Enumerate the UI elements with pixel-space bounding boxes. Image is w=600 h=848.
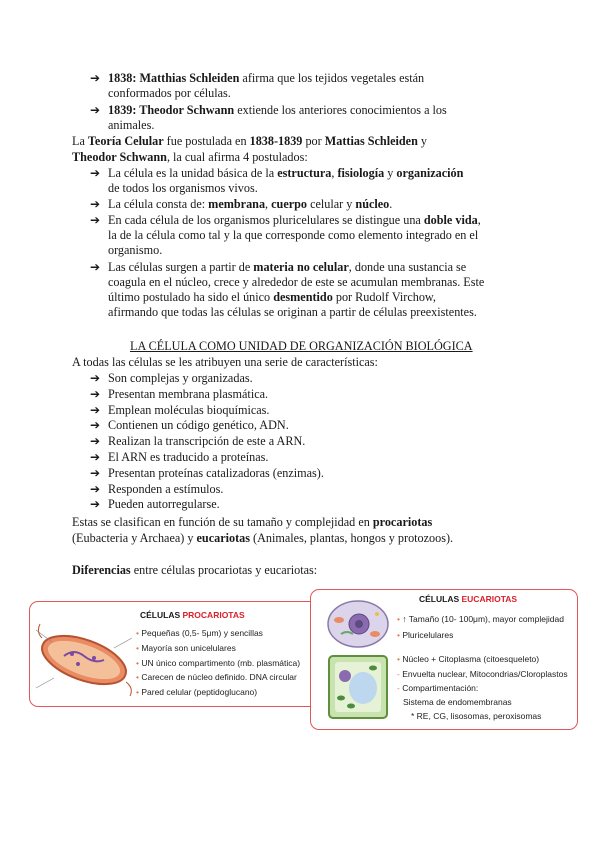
arrow-bullet-icon: ➔ bbox=[90, 497, 101, 512]
bullet-dot-icon: - bbox=[397, 669, 403, 679]
arrow-bullet-icon: ➔ bbox=[90, 450, 101, 464]
postulate-4-cont: coagula en el núcleo, crece y alrededor de este se acumulan membranas. Este bbox=[108, 275, 485, 289]
eukaryote-card-title: CÉLULAS EUCARIOTAS bbox=[419, 594, 518, 604]
bullet-dot-icon: - bbox=[397, 683, 403, 693]
postulate-3-cont: la de la célula como tal y la que corresponde como elemento integrado en el bbox=[108, 228, 479, 242]
bullet-schwann: 1839: Theodor Schwann extiende los anteriores conocimientos a los bbox=[108, 103, 447, 117]
eukaryote-card bbox=[310, 589, 578, 730]
section-heading: LA CÉLULA COMO UNIDAD DE ORGANIZACIÓN BIOLÓGICA bbox=[130, 339, 473, 353]
prokaryote-feature bbox=[136, 672, 297, 683]
characteristic-item: Presentan proteínas catalizadoras (enzimas). bbox=[108, 465, 324, 480]
prokaryote-card-title: CÉLULAS PROCARIOTAS bbox=[140, 610, 245, 620]
arrow-bullet-icon: ➔ bbox=[90, 166, 101, 180]
eukaryote-feature-text: Envuelta nuclear, Mitocondrias/Cloroplastos bbox=[402, 669, 568, 679]
characteristic-item: Pueden autorregularse. bbox=[108, 497, 220, 512]
eukaryote-feature-text: Pluricelulares bbox=[402, 630, 454, 640]
arrow-bullet-icon: ➔ bbox=[90, 418, 101, 433]
characteristic-item: Presentan membrana plasmática. bbox=[108, 386, 269, 401]
arrow-bullet-icon: ➔ bbox=[90, 213, 101, 227]
intro-text: A todas las células se les atribuyen una serie de características: bbox=[72, 355, 378, 369]
prokaryote-feature-text: Pared celular (peptidoglucano) bbox=[141, 687, 258, 698]
arrow-bullet-icon: ➔ bbox=[90, 260, 101, 274]
arrow-bullet-icon: ➔ bbox=[90, 434, 101, 449]
bullet-dot-icon: • bbox=[136, 687, 142, 698]
bullet-schleiden-cont: conformados por células. bbox=[108, 86, 231, 100]
arrow-bullet-icon: ➔ bbox=[90, 197, 101, 211]
arrow-bullet-icon: ➔ bbox=[90, 71, 101, 85]
bullet-schleiden: 1838: Matthias Schleiden afirma que los tejidos vegetales están bbox=[108, 71, 425, 85]
postulate-1: La célula es la unidad básica de la estructura, fisiología y organización bbox=[108, 166, 464, 180]
differences-title: Diferencias entre células procariotas y eucariotas: bbox=[72, 563, 318, 577]
arrow-bullet-icon: ➔ bbox=[90, 386, 101, 401]
theory-line-1: La Teoría Celular fue postulada en 1838-1839 por Mattias Schleiden y bbox=[72, 134, 427, 148]
bullet-dot-icon: • bbox=[397, 614, 403, 624]
characteristic-item: El ARN es traducido a proteínas. bbox=[108, 450, 269, 464]
prokaryote-feature-text: Carecen de núcleo definido. DNA circular bbox=[141, 672, 297, 683]
eukaryote-feature bbox=[397, 654, 539, 665]
characteristic-item: Realizan la transcripción de este a ARN. bbox=[108, 434, 306, 449]
eukaryote-feature bbox=[403, 697, 512, 708]
arrow-bullet-icon: ➔ bbox=[90, 371, 101, 385]
arrow-bullet-icon: ➔ bbox=[90, 103, 101, 117]
prokaryote-feature bbox=[136, 628, 263, 639]
eukaryote-feature bbox=[397, 683, 478, 694]
bullet-dot-icon: • bbox=[136, 672, 142, 683]
prokaryote-feature-text: UN único compartimento (mb. plasmática) bbox=[141, 657, 301, 668]
eukaryote-feature-text: ↑ Tamaño (10- 100μm), mayor complejidad bbox=[402, 614, 564, 624]
postulate-3: En cada célula de los organismos pluricelulares se distingue una doble vida, bbox=[108, 213, 481, 227]
bullet-dot-icon: • bbox=[136, 657, 142, 668]
prokaryote-feature bbox=[136, 687, 257, 698]
bullet-dot-icon: • bbox=[397, 654, 403, 664]
postulate-2: La célula consta de: membrana, cuerpo celular y núcleo. bbox=[108, 197, 393, 211]
eukaryote-feature bbox=[397, 614, 564, 625]
postulate-1-cont: de todos los organismos vivos. bbox=[108, 181, 258, 195]
prokaryote-feature bbox=[136, 643, 236, 654]
prokaryote-feature bbox=[136, 658, 300, 669]
postulate-4: Las células surgen a partir de materia no celular, donde una sustancia se bbox=[108, 260, 467, 274]
prokaryote-card bbox=[29, 601, 336, 707]
prokaryote-feature-text: Mayoría son unicelulares bbox=[141, 642, 236, 653]
animal-cell-illustration bbox=[325, 598, 391, 650]
theory-line-2: Theodor Schwann, la cual afirma 4 postulados: bbox=[72, 150, 308, 164]
eukaryote-feature-text: Compartimentación: bbox=[402, 683, 479, 693]
classify-line-2: (Eubacteria y Archaea) y eucariotas (Animales, plantas, hongos y protozoos). bbox=[72, 531, 454, 545]
arrow-bullet-icon: ➔ bbox=[90, 465, 101, 480]
characteristic-item: Son complejas y organizadas. bbox=[108, 371, 253, 385]
arrow-bullet-icon: ➔ bbox=[90, 481, 101, 496]
eukaryote-feature-text: * RE, CG, lisosomas, peroxisomas bbox=[411, 711, 542, 721]
plant-cell-illustration bbox=[325, 652, 391, 722]
bullet-dot-icon: • bbox=[136, 628, 142, 638]
eukaryote-feature-text: Sistema de endomembranas bbox=[403, 697, 512, 707]
bullet-dot-icon: • bbox=[397, 630, 403, 640]
bullet-dot-icon: • bbox=[136, 642, 142, 653]
eukaryote-feature bbox=[411, 711, 541, 722]
eukaryote-feature bbox=[397, 630, 453, 641]
arrow-bullet-icon: ➔ bbox=[90, 402, 101, 417]
bacterium-illustration bbox=[34, 618, 134, 700]
eukaryote-feature-text: Núcleo + Citoplasma (citoesqueleto) bbox=[402, 654, 540, 664]
classify-line-1: Estas se clasifican en función de su tamaño y complejidad en procariotas bbox=[72, 515, 433, 529]
prokaryote-feature-text: Pequeñas (0,5- 5μm) y sencillas bbox=[141, 628, 263, 638]
characteristic-item: Responden a estímulos. bbox=[108, 481, 224, 496]
eukaryote-feature bbox=[397, 669, 568, 680]
postulate-4-cont2: último postulado ha sido el único desmentido por Rudolf Virchow, bbox=[108, 290, 436, 304]
characteristic-item: Contienen un código genético, ADN. bbox=[108, 418, 289, 433]
characteristic-item: Emplean moléculas bioquímicas. bbox=[108, 402, 270, 417]
bullet-schwann-cont: animales. bbox=[108, 118, 155, 132]
postulate-3-cont2: organismo. bbox=[108, 243, 163, 257]
postulate-4-cont3: afirmando que todas las células se originan a partir de células preexistentes. bbox=[108, 305, 477, 319]
